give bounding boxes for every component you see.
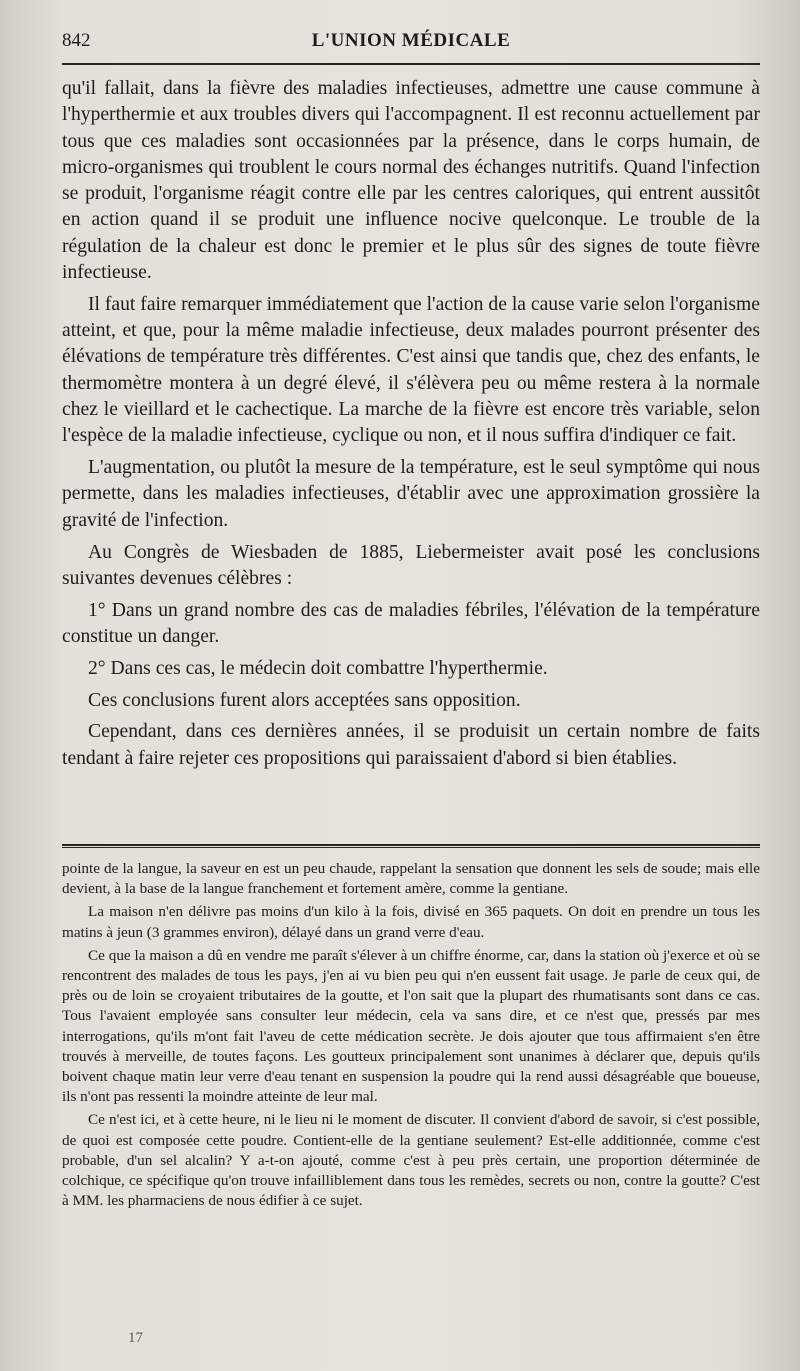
paragraph: Il faut faire remarquer immédiatement que l'action de la cause varie selon l'organisme atteint, et que, pour la même maladie infectieuse, deux malades pourront présenter des élévations de température très différentes. C'est ainsi que tandis que, chez des enfants, le thermomètre montera à un degré élevé, il s'élèvera peu ou même restera à la normale chez le vieillard et le cachectique. La marche de la fièvre est encore très variable, selon l'espèce de la maladie infectieuse, cyclique ou non, et il nous suffira d'indiquer ce fait. bbox=[62, 293, 760, 447]
paragraph: qu'il fallait, dans la fièvre des maladies infectieuses, admettre une cause commune à l'hyperthermie et aux troubles divers qui l'accompagnent. Il est reconnu actuellement par tous que ces maladies sont occasionnées par la présence, dans le corps humain, de micro-organismes qui troublent le cours normal des échanges nutritifs. Quand l'infection se produit, l'organisme réagit contre elle par les centres caloriques, qui entrent aussitôt en action quand il se produit une influence nocive quelconque. Le trouble de la régulation de la chaleur est donc le premier et le plus sûr des signes de toute fièvre infectieuse. bbox=[62, 78, 760, 284]
paragraph: Ces conclusions furent alors acceptées sans opposition. bbox=[88, 689, 521, 711]
footnote-paragraph: Ce n'est ici, et à cette heure, ni le lieu ni le moment de discuter. Il convient d'abord de savoir, si c'est possible, de quoi est composée cette poudre. Contient-elle de la gentiane seulement? Est-elle additionnée, comme c'est probable, d'un sel alcalin? Y a-t-on ajouté, comme c'est à peu près certain, une proportion déterminée de colchique, ce spécifique qu'on trouve infailliblement dans tous les remèdes, secrets ou non, contre la goutte? C'est à MM. les pharmaciens de nous édifier à ce sujet. bbox=[62, 1111, 760, 1210]
footnote-paragraph: Ce que la maison a dû en vendre me paraît s'élever à un chiffre énorme, car, dans la station où j'exerce et où se rencontrent des malades de tous les pays, j'en ai vu bien peu qui n'en eussent fait usage. Je parle de ceux qui, de près ou de loin se croyaient tributaires de la goutte, et l'on sait que la plupart des rhumatisants sont dans ce cas. Tous l'avaient employée sans consulter leur médecin, cela va sans dire, et ce n'est que, pressés par mes interrogations, qu'ils m'ont fait l'aveu de cette médication secrète. Je dois ajouter que tous affirmaient s'en être trouvés à merveille, de toutes façons. Les goutteux principalement sont unanimes à déclarer que, depuis qu'ils boivent chaque matin leur verre d'eau tenant en suspension la poudre qui la rend aussi désagréable que boueuse, ils n'ont pas ressenti la moindre atteinte de leur mal. bbox=[62, 946, 760, 1106]
running-title: L'UNION MÉDICALE bbox=[311, 30, 511, 51]
header-rule bbox=[62, 63, 760, 65]
footnote-text bbox=[62, 859, 760, 1214]
paragraph: Cependant, dans ces dernières années, il se produisit un certain nombre de faits tendant à faire rejeter ces propositions qui paraissaient d'abord si bien établies. bbox=[62, 721, 760, 769]
paragraph: 2° Dans ces cas, le médecin doit combattre l'hyperthermie. bbox=[88, 657, 548, 679]
main-text bbox=[62, 76, 760, 777]
paragraph: Au Congrès de Wiesbaden de 1885, Liebermeister avait posé les conclusions suivantes devenues célèbres : bbox=[62, 541, 760, 589]
page-number: 842 bbox=[62, 30, 91, 51]
footnote-paragraph: pointe de la langue, la saveur en est un peu chaude, rappelant la sensation que donnent les sels de soude; mais elle devient, à la base de la langue franchement et fortement amère, comme la gentiane. bbox=[62, 860, 760, 898]
page-header bbox=[62, 28, 760, 58]
folio-mark: 17 bbox=[128, 1330, 143, 1346]
footnote-separator bbox=[62, 844, 760, 848]
footnote-paragraph: La maison n'en délivre pas moins d'un kilo à la fois, divisé en 365 paquets. On doit en prendre un tous les matins à jeun (3 grammes environ), délayé dans un grand verre d'eau. bbox=[62, 903, 760, 941]
paragraph: 1° Dans un grand nombre des cas de maladies fébriles, l'élévation de la température constitue un danger. bbox=[62, 599, 760, 647]
paragraph: L'augmentation, ou plutôt la mesure de la température, est le seul symptôme qui nous permette, dans les maladies infectieuses, d'établir avec une approximation grossière la gravité de l'infection. bbox=[62, 457, 760, 531]
